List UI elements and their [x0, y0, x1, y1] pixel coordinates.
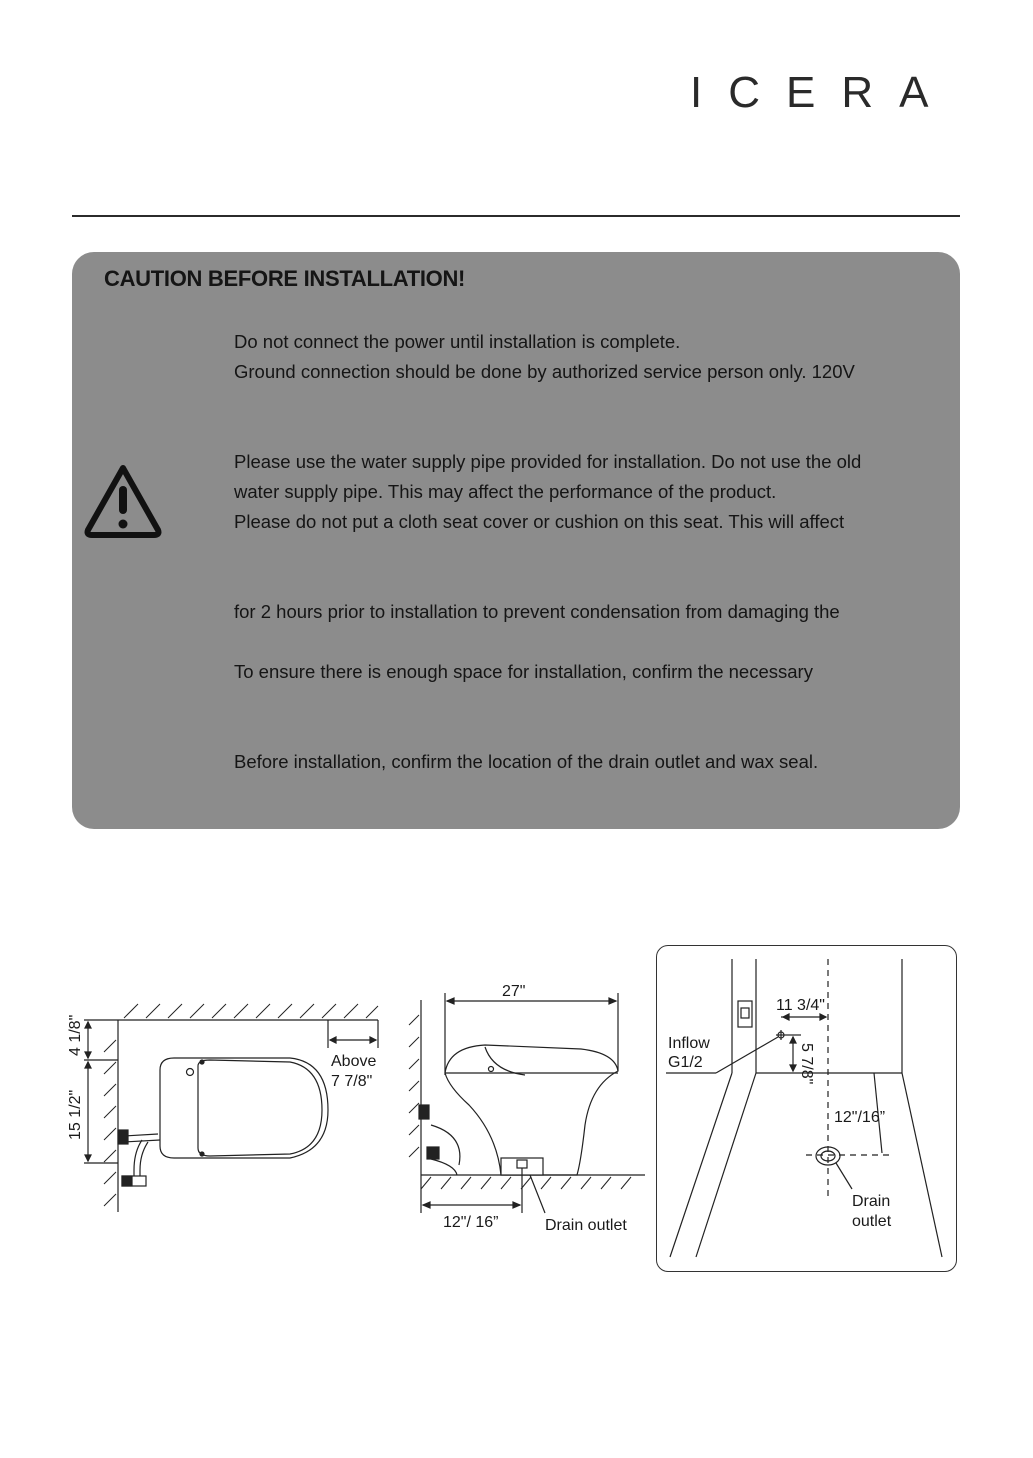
caution-line-4: water supply pipe. This may affect the performance of the product.	[234, 481, 777, 502]
offset-vertical: 5 7/8"	[798, 1043, 815, 1085]
above-value: 7 7/8"	[331, 1073, 373, 1090]
side-view-diagram	[405, 975, 650, 1240]
inflow-size: G1/2	[668, 1054, 703, 1071]
caution-line-8: Before installation, confirm the location of the drain outlet and wax seal.	[234, 751, 819, 772]
caution-line-3: Please use the water supply pipe provided for installation. Do not use the old	[234, 451, 862, 472]
caution-line-1: Do not connect the power until installation is complete.	[234, 331, 681, 352]
warning-triangle-icon	[82, 462, 164, 540]
brand-name: ICERA	[690, 68, 955, 117]
caution-line-7: To ensure there is enough space for installation, confirm the necessary	[234, 661, 813, 682]
wall-layout-diagram	[656, 945, 957, 1272]
caution-line-6: for 2 hours prior to installation to prevent condensation from damaging the	[234, 601, 840, 622]
caution-panel	[72, 252, 960, 829]
dim-4-1-8: 4 1/8"	[67, 1014, 84, 1056]
rough-in-wall: 12"/16”	[834, 1109, 886, 1126]
top-view-diagram	[60, 1000, 390, 1220]
rough-in-side: 12"/ 16”	[443, 1214, 499, 1231]
caution-line-2: Ground connection should be done by authorized service person only. 120V	[234, 361, 855, 382]
dim-15-1-2: 15 1/2"	[67, 1089, 84, 1140]
drain-label-2: outlet	[852, 1213, 892, 1230]
length-27: 27"	[502, 983, 526, 1000]
caution-line-5: Please do not put a cloth seat cover or cushion on this seat. This will affect	[234, 511, 845, 532]
offset-horizontal: 11 3/4"	[776, 997, 825, 1014]
inflow-label: Inflow	[668, 1035, 710, 1052]
caution-title: CAUTION BEFORE INSTALLATION!	[104, 266, 466, 291]
header-divider	[72, 215, 960, 217]
drain-label-1: Drain	[852, 1193, 891, 1210]
brand-logo	[690, 60, 970, 120]
above-label: Above	[331, 1053, 377, 1070]
drain-outlet-label: Drain outlet	[545, 1217, 627, 1234]
